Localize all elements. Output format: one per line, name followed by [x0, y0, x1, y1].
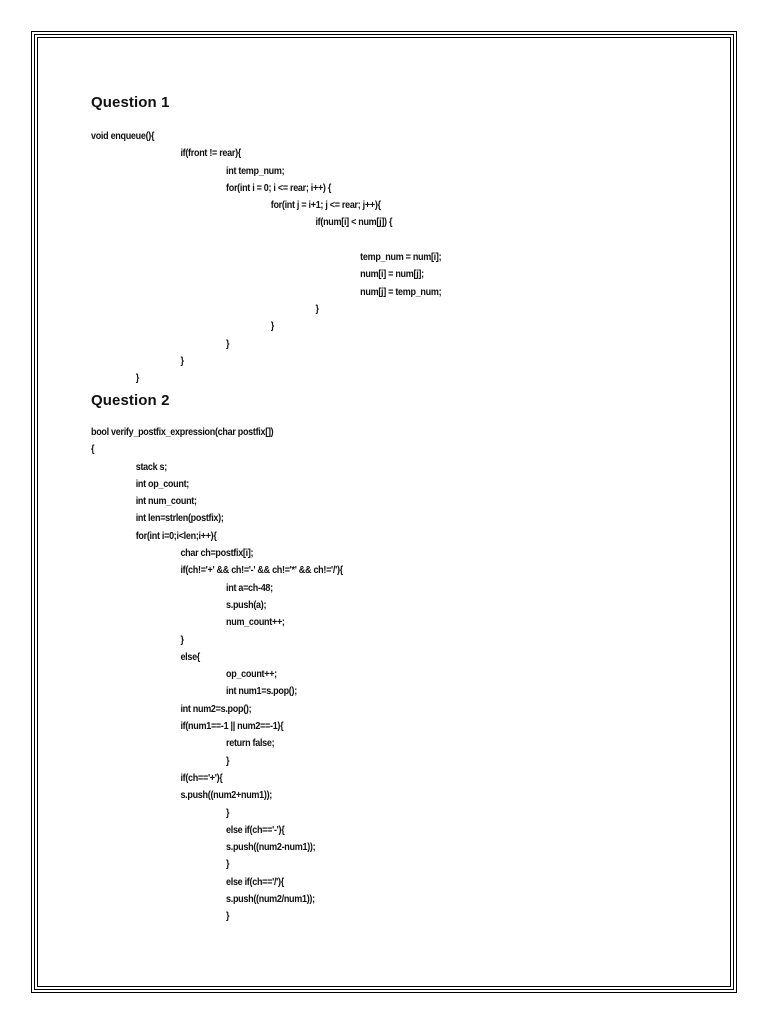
code-line: else if(ch=='/'){ — [226, 875, 284, 888]
code-line: { — [91, 443, 95, 456]
code-line: } — [270, 320, 274, 333]
code-line: s.push((num2/num1)); — [226, 893, 315, 906]
code-line: num[i] = num[j]; — [360, 268, 424, 281]
code-line: else{ — [180, 650, 201, 663]
code-line: num[j] = temp_num; — [360, 285, 442, 298]
code-line: if(ch!='+' && ch!='-' && ch!='*' && ch!='/'){ — [180, 564, 343, 577]
code-line: int temp_num; — [226, 164, 285, 177]
code-line: temp_num = num[i]; — [360, 251, 442, 264]
code-line: int op_count; — [135, 477, 189, 490]
code-line: void enqueue(){ — [91, 130, 155, 142]
code-line: } — [180, 633, 184, 646]
question-1-heading: Question 1 — [91, 94, 170, 111]
question-2-heading: Question 2 — [91, 392, 170, 409]
code-line: num_count++; — [226, 616, 285, 629]
code-line: s.push((num2-num1)); — [226, 841, 316, 854]
code-line: int a=ch-48; — [226, 581, 273, 594]
code-line: } — [226, 910, 230, 923]
code-line: op_count++; — [226, 668, 277, 681]
code-line — [91, 232, 441, 249]
code-line: stack s; — [135, 460, 167, 473]
code-line: if(num1==-1 || num2==-1){ — [180, 720, 284, 733]
code-line: } — [226, 754, 230, 767]
code-line: s.push((num2+num1)); — [180, 789, 273, 802]
question-1-code — [91, 128, 441, 387]
code-line: } — [315, 302, 319, 315]
code-line: if(num[i] < num[j]) { — [315, 216, 393, 229]
code-line: for(int i = 0; i <= rear; i++) { — [226, 181, 332, 194]
code-line: char ch=postfix[i]; — [180, 547, 254, 560]
code-line: else if(ch=='-'){ — [226, 823, 285, 836]
code-line: } — [135, 372, 139, 385]
code-line: int len=strlen(postfix); — [135, 512, 224, 525]
code-line: int num_count; — [135, 495, 197, 508]
code-line: return false; — [226, 737, 275, 750]
code-line: int num1=s.pop(); — [226, 685, 297, 698]
code-line: int num2=s.pop(); — [180, 702, 252, 715]
code-line: } — [226, 858, 230, 871]
code-line: } — [180, 354, 184, 367]
code-line: for(int j = i+1; j <= rear; j++){ — [270, 199, 381, 212]
question-2-code — [91, 424, 343, 926]
code-line: } — [226, 806, 230, 819]
code-line: if(front != rear){ — [180, 147, 242, 160]
code-line: for(int i=0;i<len;i++){ — [135, 529, 217, 542]
code-line: s.push(a); — [226, 598, 267, 611]
code-line: if(ch=='+'){ — [180, 771, 223, 784]
code-line: } — [226, 337, 230, 350]
code-line: bool verify_postfix_expression(char postfix[]) — [91, 426, 274, 438]
